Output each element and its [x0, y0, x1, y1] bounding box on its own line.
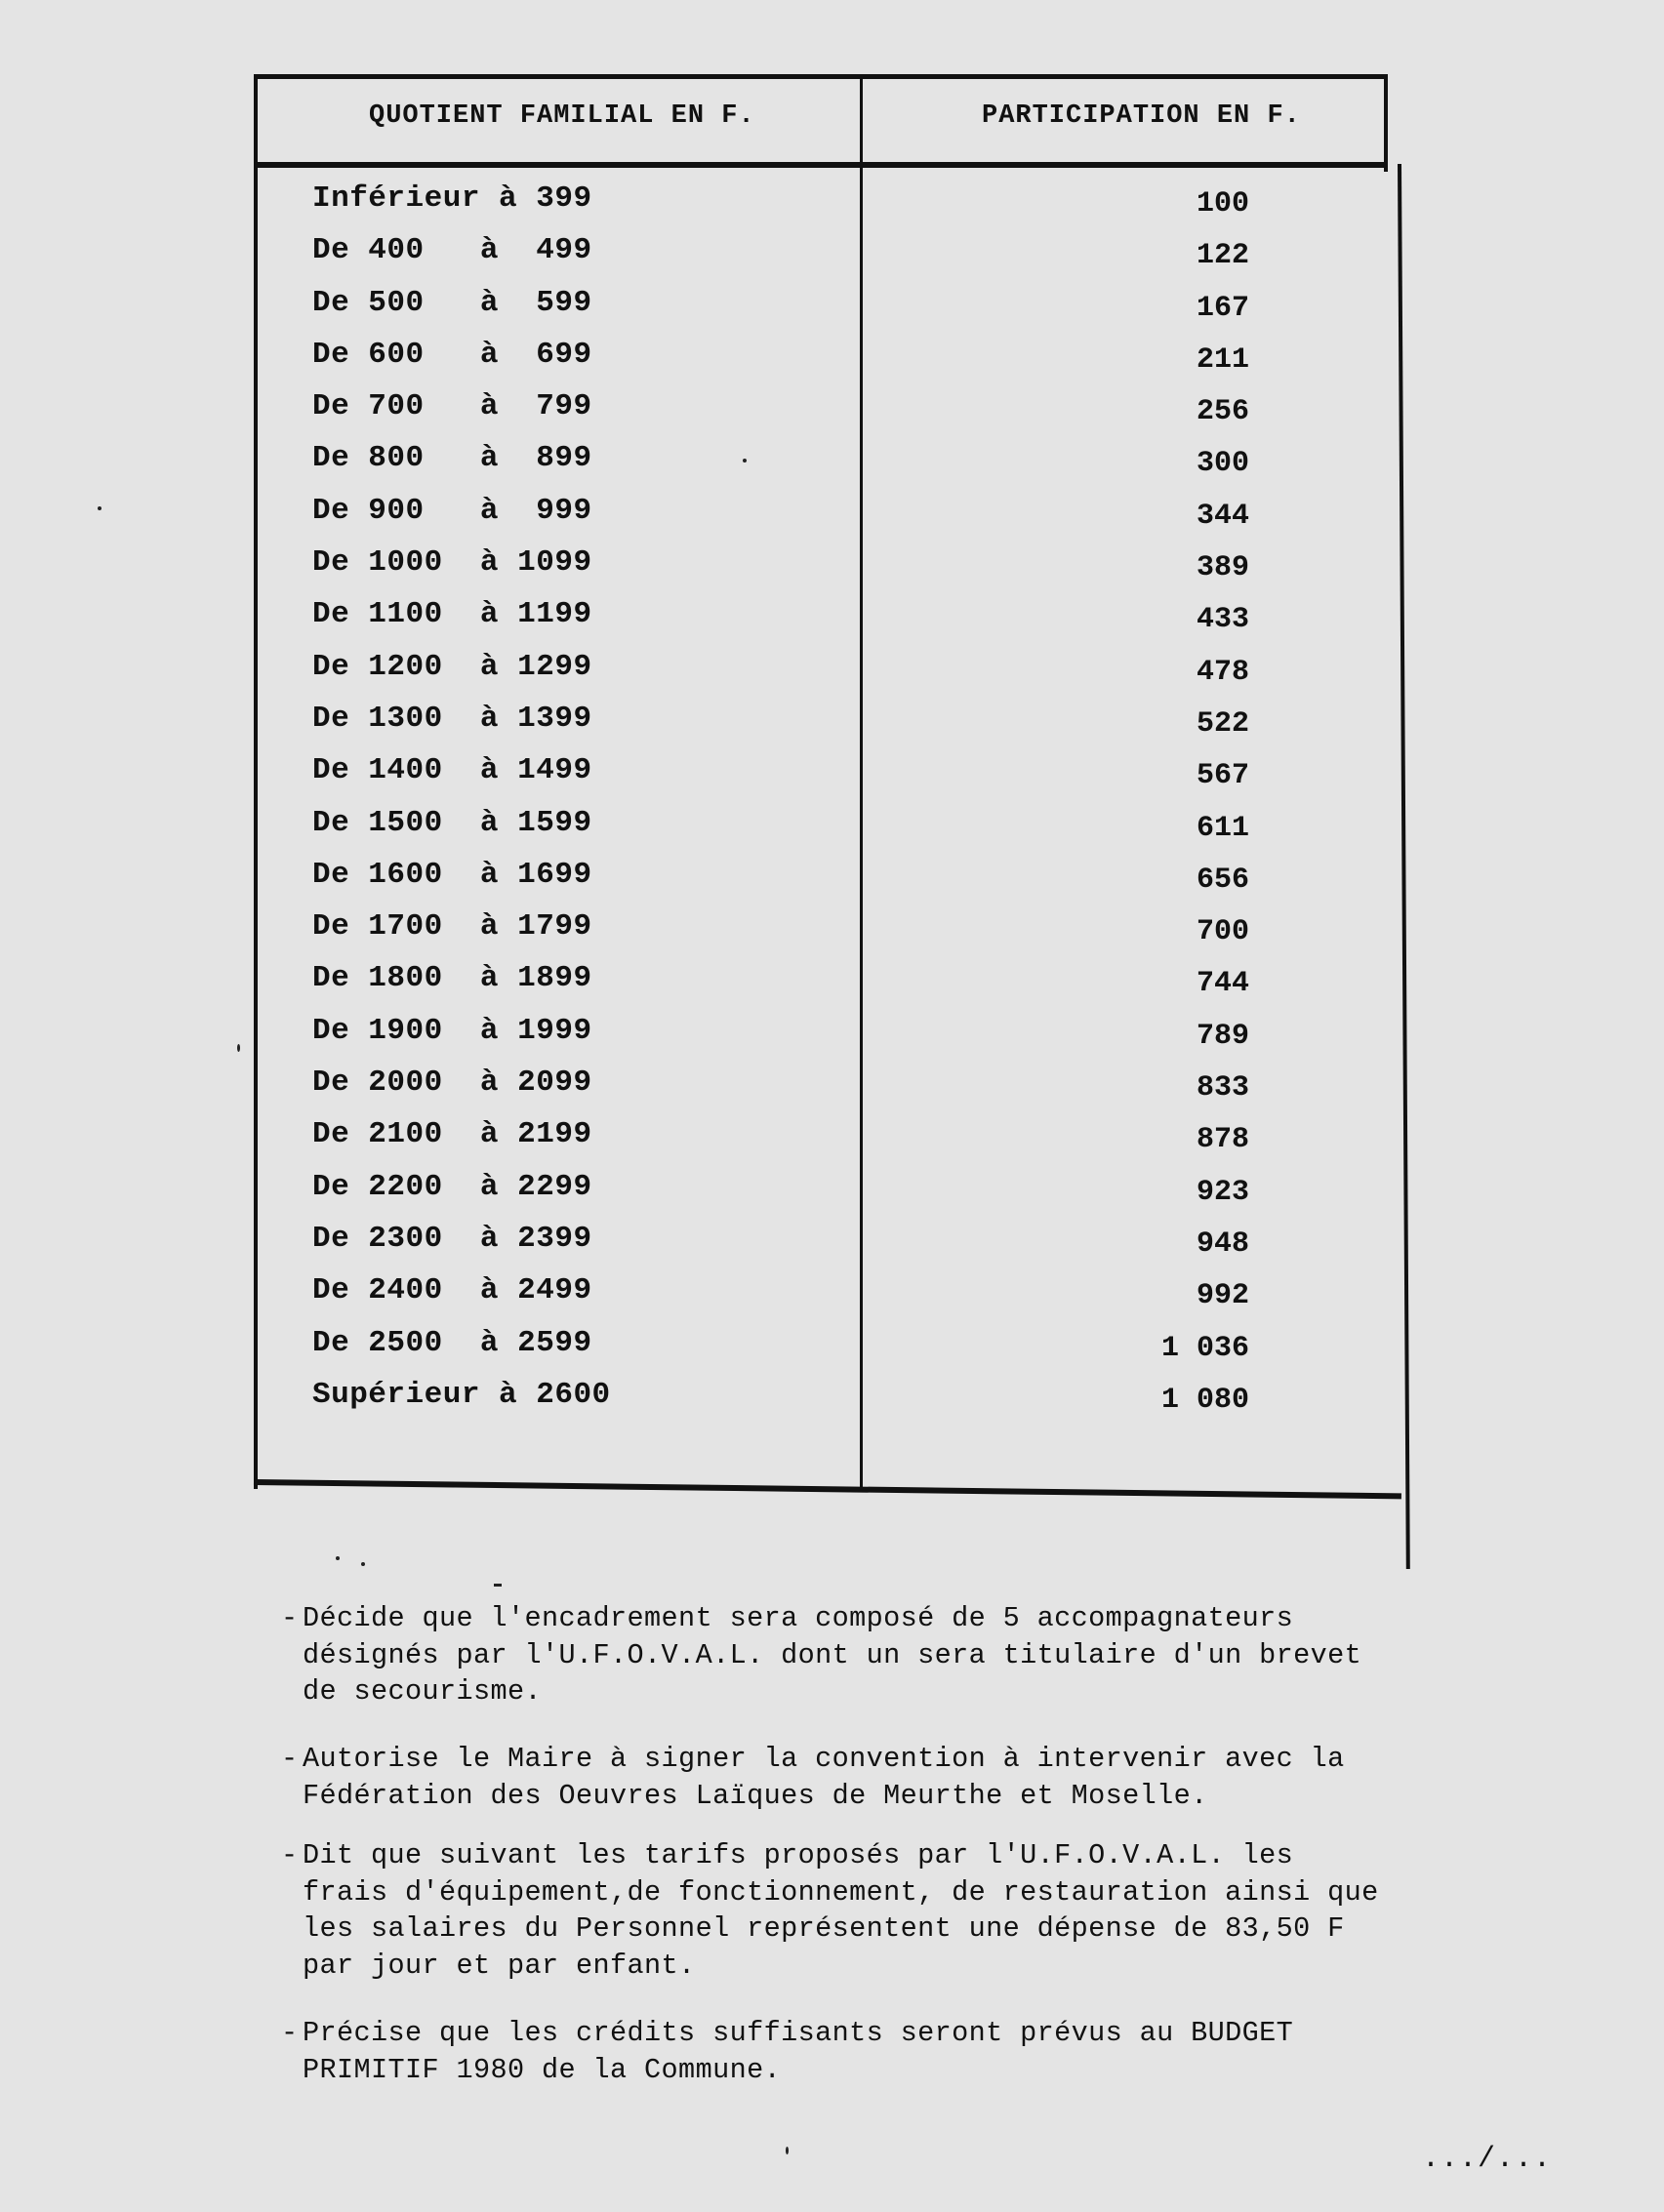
range-cell: De 2500 à 2599	[312, 1325, 592, 1360]
range-cell: De 600 à 699	[312, 337, 592, 372]
range-cell: De 1300 à 1399	[312, 701, 592, 736]
paragraph-line: frais d'équipement,de fonctionnement, de restauration ainsi que	[303, 1875, 1379, 1909]
range-cell: De 1600 à 1699	[312, 857, 592, 892]
scan-speck	[494, 1584, 502, 1587]
participation-cell: 789	[1196, 1019, 1249, 1053]
range-cell: De 1100 à 1199	[312, 597, 592, 632]
table-row	[254, 181, 1400, 233]
table-row	[254, 909, 1400, 961]
range-cell: De 1900 à 1999	[312, 1013, 592, 1048]
table-row	[254, 1014, 1400, 1066]
table-row	[254, 858, 1400, 909]
table-row	[254, 441, 1400, 493]
page-continuation-mark: .../...	[1422, 2143, 1553, 2176]
header-quotient-familial: QUOTIENT FAMILIAL EN F.	[369, 101, 755, 131]
participation-cell: 389	[1196, 551, 1249, 585]
participation-cell: 833	[1196, 1071, 1249, 1106]
paragraph-line: Fédération des Oeuvres Laïques de Meurthe et Moselle.	[303, 1779, 1208, 1812]
table-row	[254, 545, 1400, 597]
participation-cell: 433	[1196, 603, 1249, 637]
table-row	[254, 702, 1400, 753]
table-body	[254, 181, 1400, 1429]
scan-speck	[743, 459, 747, 463]
participation-cell: 256	[1196, 395, 1249, 429]
range-cell: De 1400 à 1499	[312, 753, 592, 788]
range-cell: De 1500 à 1599	[312, 805, 592, 840]
range-cell: De 2100 à 2199	[312, 1117, 592, 1152]
participation-table	[254, 74, 1400, 1489]
scan-speck	[98, 506, 101, 510]
table-border-top	[254, 74, 1386, 79]
range-cell: De 800 à 899	[312, 441, 592, 476]
participation-cell: 167	[1196, 291, 1249, 325]
table-row	[254, 1222, 1400, 1273]
bullet-dash: -	[281, 2017, 299, 2049]
participation-cell: 611	[1196, 811, 1249, 845]
participation-cell: 1 080	[1160, 1383, 1249, 1417]
paragraph-encadrement	[281, 1600, 1571, 1710]
table-row	[254, 1326, 1400, 1378]
participation-cell: 478	[1196, 655, 1249, 689]
table-row	[254, 338, 1400, 389]
table-row	[254, 1170, 1400, 1222]
range-cell: Supérieur à 2600	[312, 1377, 611, 1412]
participation-cell: 300	[1196, 447, 1249, 481]
table-row	[254, 806, 1400, 858]
paragraph-line: de secourisme.	[303, 1675, 543, 1708]
table-row	[254, 650, 1400, 702]
paragraph-line: Dit que suivant les tarifs proposés par l'U.F.O.V.A.L. les	[303, 1839, 1294, 1871]
paragraph-tarifs	[281, 1837, 1571, 1984]
scan-speck	[237, 1044, 240, 1052]
participation-cell: 948	[1196, 1227, 1249, 1261]
bullet-dash: -	[281, 1602, 299, 1634]
range-cell: Inférieur à 399	[312, 181, 592, 216]
range-cell: De 2300 à 2399	[312, 1221, 592, 1256]
scan-speck	[361, 1562, 365, 1566]
participation-cell: 744	[1196, 967, 1249, 1001]
paragraph-convention	[281, 1741, 1571, 1814]
paragraph-line: Autorise le Maire à signer la convention à intervenir avec la	[303, 1743, 1345, 1775]
paragraph-line: désignés par l'U.F.O.V.A.L. dont un sera titulaire d'un brevet	[303, 1638, 1362, 1671]
paragraph-budget	[281, 2015, 1571, 2088]
header-separator	[254, 162, 1388, 168]
scan-speck	[336, 1556, 340, 1560]
range-cell: De 1200 à 1299	[312, 649, 592, 684]
bullet-dash: -	[281, 1743, 299, 1775]
scan-speck	[786, 2147, 789, 2154]
participation-cell: 122	[1196, 239, 1249, 273]
range-cell: De 2000 à 2099	[312, 1066, 592, 1101]
participation-cell: 700	[1196, 915, 1249, 949]
range-cell: De 1700 à 1799	[312, 909, 592, 945]
table-row	[254, 1378, 1400, 1429]
paragraph-line: Précise que les crédits suffisants seront prévus au BUDGET	[303, 2017, 1294, 2049]
table-row	[254, 494, 1400, 545]
participation-cell: 522	[1196, 706, 1249, 741]
table-border-right-header	[1384, 74, 1388, 172]
table-row	[254, 597, 1400, 649]
participation-cell: 567	[1196, 759, 1249, 793]
paragraph-line: par jour et par enfant.	[303, 1949, 696, 1982]
header-participation: PARTICIPATION EN F.	[982, 101, 1301, 131]
table-row	[254, 1117, 1400, 1169]
table-border-bottom	[254, 1479, 1401, 1499]
table-row	[254, 1066, 1400, 1117]
table-row	[254, 286, 1400, 338]
range-cell: De 1800 à 1899	[312, 961, 592, 996]
paragraph-line: Décide que l'encadrement sera composé de 5 accompagnateurs	[303, 1602, 1294, 1634]
bullet-dash: -	[281, 1839, 299, 1871]
table-row	[254, 1273, 1400, 1325]
range-cell: De 500 à 599	[312, 285, 592, 320]
range-cell: De 2200 à 2299	[312, 1169, 592, 1204]
table-row	[254, 961, 1400, 1013]
paragraph-line: PRIMITIF 1980 de la Commune.	[303, 2053, 782, 2086]
range-cell: De 400 à 499	[312, 233, 592, 268]
range-cell: De 700 à 799	[312, 389, 592, 424]
range-cell: De 1000 à 1099	[312, 545, 592, 581]
participation-cell: 992	[1196, 1279, 1249, 1313]
participation-cell: 344	[1196, 499, 1249, 533]
range-cell: De 900 à 999	[312, 493, 592, 528]
participation-cell: 923	[1196, 1175, 1249, 1209]
participation-cell: 211	[1196, 342, 1249, 377]
participation-cell: 656	[1196, 863, 1249, 897]
participation-cell: 1 036	[1160, 1331, 1249, 1365]
participation-cell: 878	[1196, 1123, 1249, 1157]
paragraph-line: les salaires du Personnel représentent une dépense de 83,50 F	[303, 1912, 1345, 1945]
table-row	[254, 233, 1400, 285]
table-row	[254, 753, 1400, 805]
participation-cell: 100	[1196, 187, 1249, 221]
table-row	[254, 389, 1400, 441]
range-cell: De 2400 à 2499	[312, 1273, 592, 1308]
